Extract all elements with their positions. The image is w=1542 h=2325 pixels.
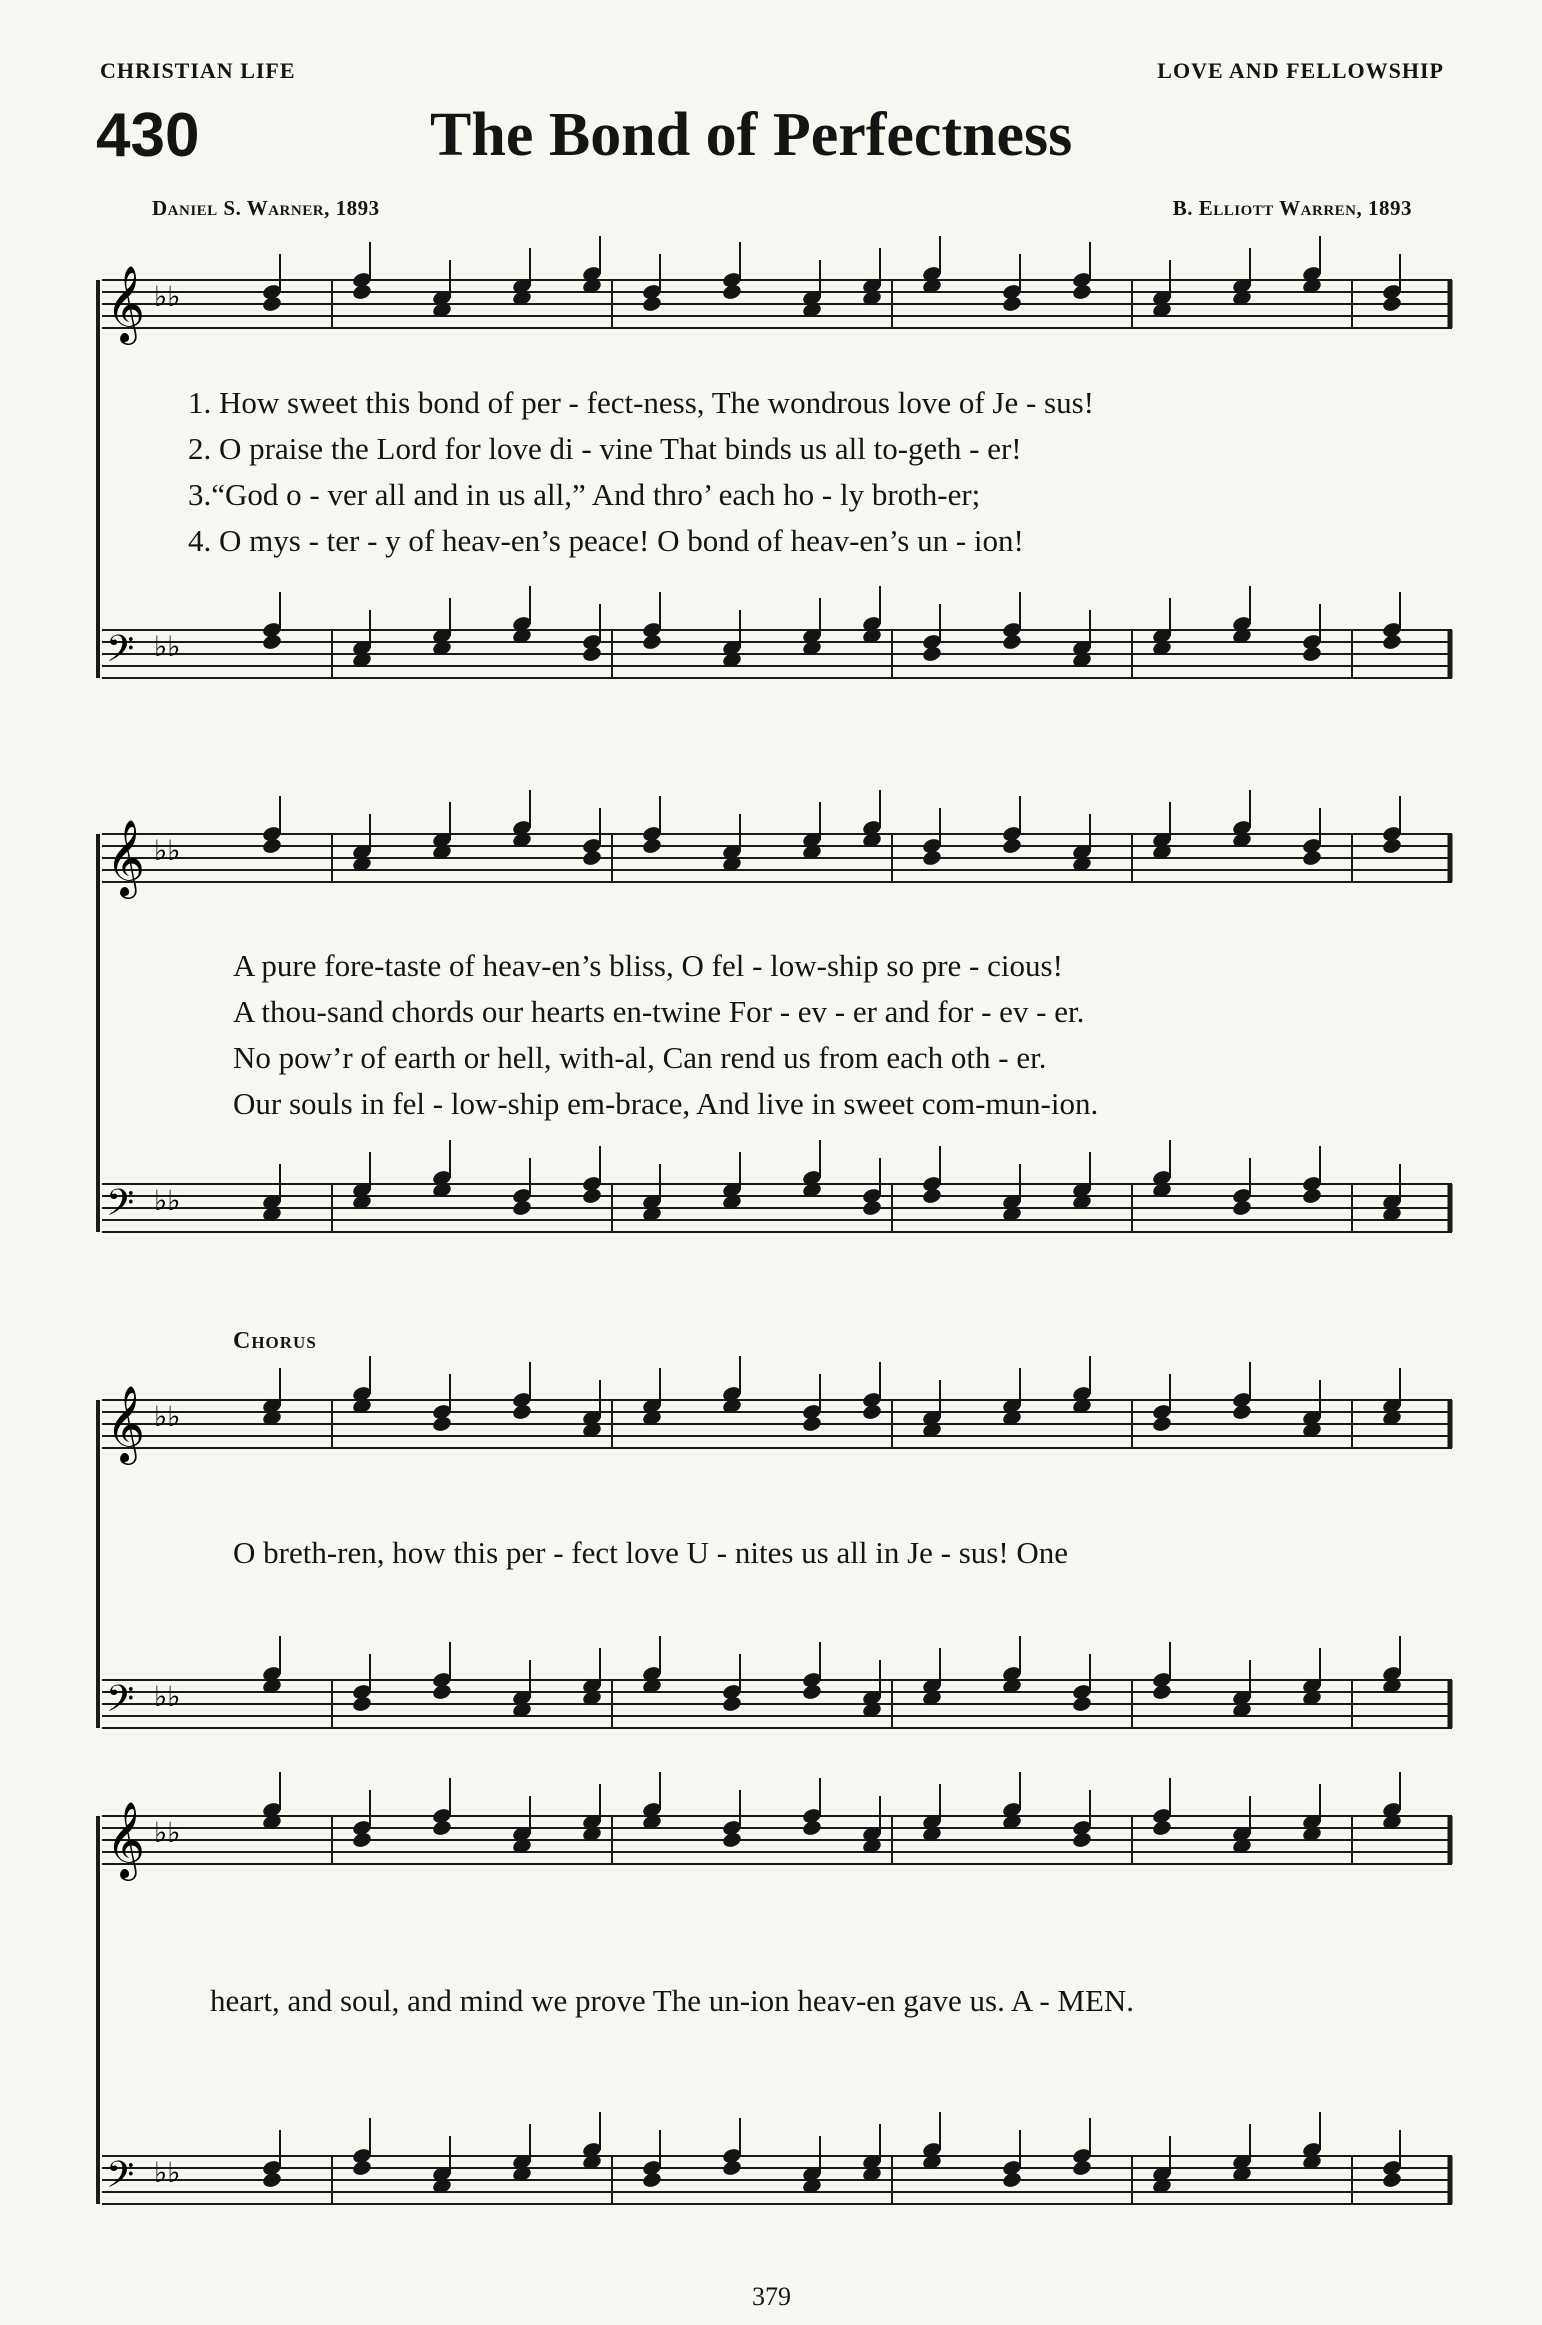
chorus-lyrics-1 (233, 1530, 1068, 1576)
chorus-label: Chorus (233, 1328, 317, 1354)
verse-2-line-1: 2. O praise the Lord for love di - vine That binds us all to-geth - er! (188, 431, 1022, 466)
treble-clef-icon: 𝄞 (106, 1385, 146, 1462)
composer-credit: B. Elliott Warren, 1893 (1172, 196, 1412, 220)
key-signature-icon: ♭♭ (154, 1816, 181, 1849)
hymn-title: The Bond of Perfectness (430, 101, 1073, 169)
key-signature-icon: ♭♭ (154, 280, 181, 313)
page-number: 379 (752, 2282, 791, 2311)
note-group (261, 586, 1402, 669)
key-signature-icon: ♭♭ (154, 1400, 181, 1433)
chorus-lyrics-2 (210, 1978, 1134, 2024)
verse-4-line-2: Our souls in fel - low-ship em-brace, And live in sweet com-mun-ion. (233, 1086, 1099, 1121)
author-credit: Daniel S. Warner, 1893 (152, 196, 380, 220)
key-signature-icon: ♭♭ (154, 834, 181, 867)
chorus-line-1: O breth-ren, how this per - fect love U - nites us all in Je - sus! One (233, 1535, 1069, 1570)
chorus-line-2: heart, and soul, and mind we prove The un-ion heav-en gave us. A - MEN. (210, 1983, 1135, 2018)
key-signature-icon: ♭♭ (154, 1184, 181, 1217)
key-signature-icon: ♭♭ (154, 630, 181, 663)
bass-clef-icon: 𝄢 (106, 628, 135, 679)
key-signature-icon: ♭♭ (154, 1680, 181, 1713)
note-group (261, 790, 1402, 873)
verse-lyrics-1 (188, 380, 1094, 564)
verse-1-line-1: 1. How sweet this bond of per - fect-ness, The wondrous love of Je - sus! (188, 385, 1094, 420)
verse-4-line-1: 4. O mys - ter - y of heav-en’s peace! O bond of heav-en’s un - ion! (188, 523, 1024, 558)
bass-clef-icon: 𝄢 (106, 1678, 135, 1729)
verse-2-line-2: A thou-sand chords our hearts en-twine For - ev - er and for - ev - er. (233, 994, 1085, 1029)
key-signature-icon: ♭♭ (154, 2156, 181, 2189)
verse-3-line-2: No pow’r of earth or hell, with-al, Can rend us from each oth - er. (233, 1040, 1047, 1075)
note-group (261, 1140, 1402, 1223)
verse-1-line-2: A pure fore-taste of heav-en’s bliss, O fel - low-ship so pre - cious! (233, 948, 1063, 983)
hymn-number: 430 (96, 101, 200, 170)
bass-clef-icon: 𝄢 (106, 2154, 135, 2205)
treble-clef-icon: 𝄞 (106, 265, 146, 342)
note-group (261, 1772, 1402, 1855)
note-group (261, 236, 1402, 319)
bass-clef-icon: 𝄢 (106, 1182, 135, 1233)
treble-clef-icon: 𝄞 (106, 1801, 146, 1878)
verse-lyrics-2 (233, 943, 1098, 1127)
note-group (261, 1636, 1402, 1719)
verse-3-line-1: 3.“God o - ver all and in us all,” And thro’ each ho - ly broth-er; (188, 477, 981, 512)
note-group (261, 1356, 1402, 1439)
section-right: LOVE AND FELLOWSHIP (1157, 58, 1444, 83)
music-system-4 (92, 1786, 1472, 2266)
treble-staff (102, 819, 1452, 899)
treble-clef-icon: 𝄞 (106, 819, 146, 896)
note-group (261, 2112, 1402, 2195)
section-left: CHRISTIAN LIFE (100, 58, 296, 83)
